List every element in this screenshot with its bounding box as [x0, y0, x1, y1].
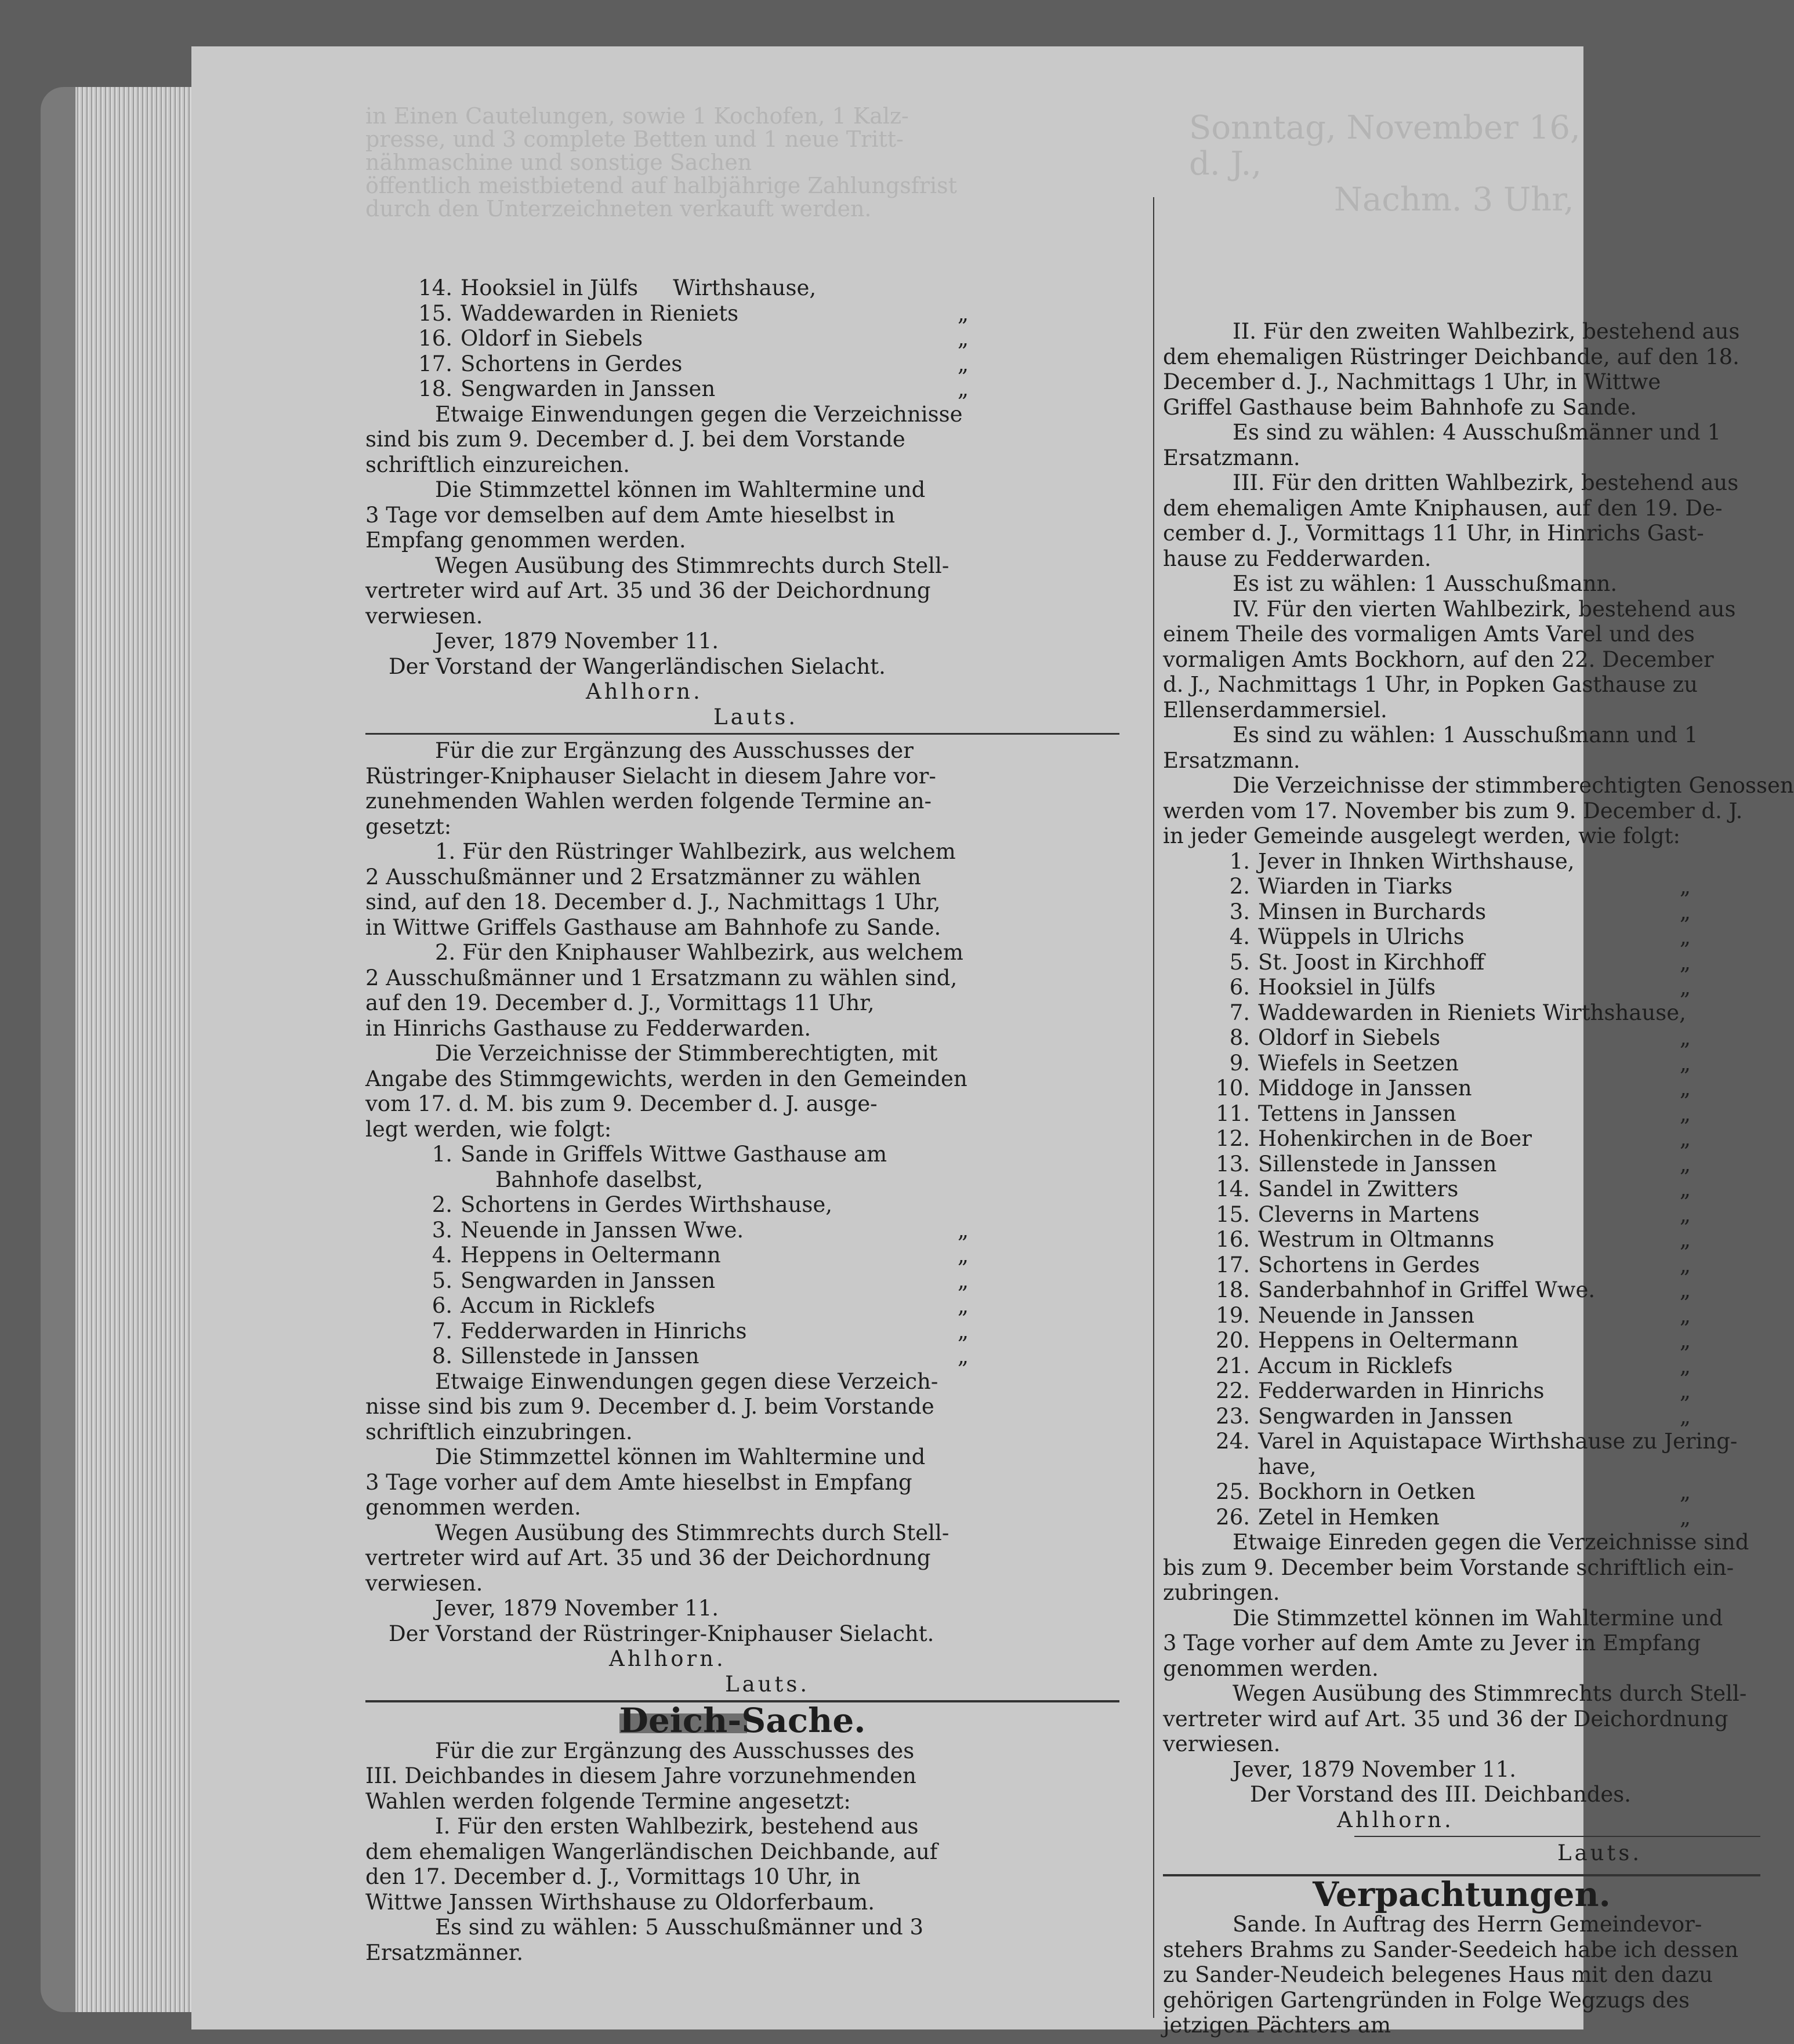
paragraph-district-2: 2. Für den Kniphauser Wahlbezirk, aus welchem 2 Ausschußmänner und 1 Ersatzmann zu wählen sind, auf den 19. December d. J., Vormittags 11 Uhr, in Hinrichs Gasthause zu Fedderwarden.: [365, 940, 963, 1041]
board-line: Der Vorstand des III. Deichbandes.: [1250, 1782, 1632, 1807]
list-item: 18. Sengwarden in Janssen „: [418, 376, 969, 401]
list-item: 1. Sande in Griffels Wittwe Gasthause am: [432, 1142, 887, 1167]
list-deichband: [1163, 849, 1760, 1530]
list-item: 3. Minsen in Burchards „: [1229, 899, 1691, 924]
signature: Ahlhorn.: [1337, 1807, 1454, 1832]
paragraph-proxy: Wegen Ausübung des Stimmrechts durch Stell- vertreter wird auf Art. 35 und 36 der Deichordnung verwiesen.: [365, 553, 949, 629]
signature: Lauts.: [725, 1671, 810, 1697]
list-item: 17. Schortens in Gerdes „: [418, 351, 969, 376]
paragraph-ballots: Die Stimmzettel können im Wahltermine und 3 Tage vorher auf dem Amte zu Jever in Empfang genommen werden.: [1163, 1605, 1723, 1681]
paragraph-proxy: Wegen Ausübung des Stimmrechts durch Stell- vertreter wird auf Art. 35 und 36 der Deichordnung verwiesen.: [1163, 1681, 1747, 1756]
paragraph-ballots: Die Stimmzettel können im Wahltermine und 3 Tage vor demselben auf dem Amte hieselbst in Empfang genommen werden.: [365, 477, 926, 553]
list-item: 18. Sanderbahnhof in Griffel Wwe. „: [1216, 1277, 1691, 1302]
bleed-line: durch den Unterzeichneten verkauft werden.: [365, 196, 872, 222]
board-line: Der Vorstand der Rüstringer-Kniphauser Sielacht.: [389, 1621, 934, 1646]
paragraph-district-III: III. Für den dritten Wahlbezirk, bestehend aus dem ehemaligen Amte Kniphausen, auf den 19. De- cember d. J., Vormittags 11 Uhr, in Hinrichs Gast- hause zu Fedderwarden.: [1163, 470, 1739, 571]
list-item: 8. Sillenstede in Janssen „: [432, 1344, 969, 1368]
paragraph-district-I-count: Es sind zu wählen: 5 Ausschußmänner und 3 Ersatzmänner.: [365, 1915, 924, 1965]
list-wangerland: [365, 275, 1119, 402]
list-item: 5. St. Joost in Kirchhoff „: [1229, 949, 1691, 975]
list-item: 4. Heppens in Oeltermann „: [432, 1243, 969, 1268]
paragraph-district-II: II. Für den zweiten Wahlbezirk, bestehend aus dem ehemaligen Rüstringer Deichbande, auf den 18. December d. J., Nachmittags 1 Uhr, in Wittwe Griffel Gasthause beim Bahnhofe zu Sande.: [1163, 319, 1740, 420]
list-item: 23. Sengwarden in Janssen „: [1216, 1403, 1691, 1429]
heading-verpachtungen: Verpachtungen.: [1313, 1874, 1611, 1914]
bleed-line: nähmaschine und sonstige Sachen: [365, 150, 752, 175]
right-column: [1163, 319, 1794, 2038]
list-item: 8. Oldorf in Siebels „: [1229, 1025, 1691, 1050]
paragraph-objections: Etwaige Einwendungen gegen die Verzeichnisse sind bis zum 9. December d. J. bei dem Vorstande schriftlich einzureichen.: [365, 401, 963, 477]
date-line: Jever, 1879 November 11.: [435, 1596, 719, 1621]
list-item: 26. Zetel in Hemken „: [1216, 1504, 1691, 1530]
list-item: 25. Bockhorn in Oetken „: [1216, 1479, 1691, 1504]
list-item: 16. Oldorf in Siebels „: [418, 326, 969, 351]
list-item: Bahnhofe daselbst,: [495, 1167, 704, 1192]
paragraph-ballots-2: Die Stimmzettel können im Wahltermine und 3 Tage vorher auf dem Amte hieselbst in Empfang genommen werden.: [365, 1444, 926, 1520]
column-divider: [1153, 197, 1154, 2018]
list-item: 7. Fedderwarden in Hinrichs „: [432, 1318, 969, 1344]
paragraph-district-II-count: Es sind zu wählen: 4 Ausschußmänner und 1 Ersatzmann.: [1163, 420, 1721, 470]
list-item: 15. Waddewarden in Rieniets „: [418, 300, 969, 326]
paragraph-district-IV: IV. Für den vierten Wahlbezirk, bestehend aus einem Theile des vormaligen Amts Varel und des vormaligen Amts Bockhorn, auf den 22. December d. J., Nachmittags 1 Uhr, in Popken Gasthause zu Ellenserdammersiel.: [1163, 596, 1736, 723]
list-item: have,: [1258, 1454, 1317, 1479]
paragraph-lease: Sande. In Auftrag des Herrn Gemeindevor- stehers Brahms zu Sander-Seedeich habe ich dessen zu Sander-Neudeich belegenes Haus mit den dazu gehörigen Gartengründen in Folge Wegzugs des jetzigen Pächters am: [1163, 1912, 1739, 2038]
paragraph-proxy-2: Wegen Ausübung des Stimmrechts durch Stell- vertreter wird auf Art. 35 und 36 der Deichordnung verwiesen.: [365, 1520, 949, 1596]
list-item: 24. Varel in Aquistapace Wirthshause zu Jering-: [1216, 1429, 1738, 1454]
list-item: 19. Neuende in Janssen „: [1216, 1302, 1691, 1328]
date-line: Jever, 1879 November 11.: [435, 629, 719, 654]
bleed-line: öffentlich meistbietend auf halbjährige Zahlungsfrist: [365, 173, 957, 198]
list-item: 10. Middoge in Janssen „: [1216, 1076, 1691, 1101]
newspaper-page: [191, 46, 1794, 2038]
paragraph-district-1: 1. Für den Rüstringer Wahlbezirk, aus welchem 2 Ausschußmänner und 2 Ersatzmänner zu wählen sind, auf den 18. December d. J., Nachmittags 1 Uhr, in Wittwe Griffels Gasthause am Bahnhofe zu Sande.: [365, 839, 956, 940]
list-ruestringen: [365, 1142, 1119, 1369]
list-item: 22. Fedderwarden in Hinrichs „: [1216, 1378, 1691, 1403]
list-item: 15. Cleverns in Martens „: [1216, 1201, 1691, 1227]
list-item: 6. Hooksiel in Jülfs „: [1229, 975, 1691, 1000]
paragraph-intro-deichband: Für die zur Ergänzung des Ausschusses des III. Deichbandes in diesem Jahre vorzunehmenden Wahlen werden folgende Termine angesetzt:: [365, 1738, 916, 1814]
list-item: 5. Sengwarden in Janssen „: [432, 1268, 969, 1293]
list-item: 16. Westrum in Oltmanns „: [1216, 1227, 1691, 1252]
signature-rule: [1354, 1836, 1760, 1837]
bleed-line: in Einen Cautelungen, sowie 1 Kochofen, 1 Kalz-: [365, 103, 909, 129]
list-item: 21. Accum in Ricklefs „: [1216, 1353, 1691, 1378]
signature: Lauts.: [1557, 1840, 1643, 1865]
signature: Ahlhorn.: [586, 679, 703, 704]
signature: Ahlhorn.: [609, 1646, 726, 1671]
heading-deich-sache: Deich-Sache.: [619, 1701, 866, 1740]
list-item: 2. Schortens in Gerdes Wirthshause,: [432, 1192, 833, 1217]
list-item: 11. Tettens in Janssen „: [1216, 1101, 1691, 1126]
paragraph-objections: Etwaige Einreden gegen die Verzeichnisse sind bis zum 9. December beim Vorstande schriftlich ein- zubringen.: [1163, 1530, 1749, 1605]
bleed-through-right: [1189, 110, 1583, 218]
paragraph-district-I: I. Für den ersten Wahlbezirk, bestehend aus dem ehemaligen Wangerländischen Deichbande, auf den 17. December d. J., Vormittags 10 Uhr, in Wittwe Janssen Wirthshause zu Oldorferbaum.: [365, 1814, 938, 1915]
list-item: 1. Jever in Ihnken Wirthshause,: [1229, 848, 1575, 874]
list-item: 2. Wiarden in Tiarks „: [1229, 874, 1691, 899]
list-item: 13. Sillenstede in Janssen „: [1216, 1151, 1691, 1177]
paragraph-objections-2: Etwaige Einwendungen gegen diese Verzeich- nisse sind bis zum 9. December d. J. beim Vorstande schriftlich einzubringen.: [365, 1368, 938, 1444]
bleed-line: Nachm. 3 Uhr,: [1334, 181, 1574, 219]
date-line: Jever, 1879 November 11.: [1233, 1756, 1517, 1782]
list-item: 14. Hooksiel in Jülfs Wirthshause,: [418, 275, 817, 300]
bleed-line: presse, und 3 complete Betten und 1 neue Tritt-: [365, 126, 904, 152]
list-item: 12. Hohenkirchen in de Boer „: [1216, 1126, 1691, 1151]
paragraph-district-IV-count: Es sind zu wählen: 1 Ausschußmann und 1 Ersatzmann.: [1163, 723, 1698, 773]
list-item: 14. Sandel in Zwitters „: [1216, 1177, 1691, 1201]
board-line: Der Vorstand der Wangerländischen Sielacht.: [389, 654, 886, 679]
list-item: 20. Heppens in Oeltermann „: [1216, 1328, 1691, 1353]
paragraph-registers: Die Verzeichnisse der stimmberechtigten Genossen werden vom 17. November bis zum 9. December d. J. in jeder Gemeinde ausgelegt werden, wie folgt:: [1163, 773, 1794, 848]
signature: Lauts.: [713, 704, 799, 729]
list-item: 17. Schortens in Gerdes „: [1216, 1252, 1691, 1277]
paragraph-registers: Die Verzeichnisse der Stimmberechtigten, mit Angabe des Stimmgewichts, werden in den Gemeinden vom 17. d. M. bis zum 9. December d. J. ausge- legt werden, wie folgt:: [365, 1041, 967, 1142]
list-item: 6. Accum in Ricklefs „: [432, 1293, 969, 1318]
left-column: [365, 275, 1119, 1965]
list-item: 4. Wüppels in Ulrichs „: [1229, 924, 1691, 949]
paragraph-district-III-count: Es ist zu wählen: 1 Ausschußmann.: [1233, 571, 1618, 596]
section-rule: [365, 733, 1119, 735]
bleed-through-left: [365, 104, 957, 220]
bleed-line: Sonntag, November 16, d. J.,: [1189, 109, 1581, 183]
list-item: 9. Wiefels in Seetzen „: [1229, 1050, 1691, 1076]
list-item: 3. Neuende in Janssen Wwe. „: [432, 1217, 969, 1243]
list-item: 7. Waddewarden in Rieniets Wirthshause,: [1229, 1000, 1686, 1025]
paragraph-intro-ruestringen: Für die zur Ergänzung des Ausschusses der Rüstringer-Kniphauser Sielacht in diesem Jahre vor- zunehmenden Wahlen werden folgende Termine an- gesetzt:: [365, 738, 936, 839]
